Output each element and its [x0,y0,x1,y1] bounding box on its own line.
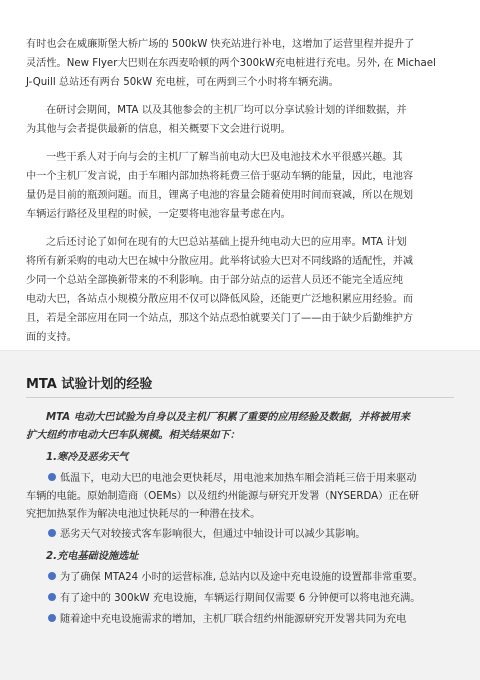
paragraph-line: 将所有新采购的电动大巴在城中分散应用。此举将试验大巴对不同线路的适配性，并减 [26,256,414,267]
paragraph-line: 且，若是全部应用在同一个站点，那这个站点恐怕就要关门了——由于缺少后勤维护方 [26,313,414,324]
paragraph-line: 中一个主机厂发言说，由于车厢内部加热将耗费三倍于驱动车辆的能量，因此，电池容 [26,171,414,182]
bullet-dot-icon [48,572,56,580]
paragraph-line: 量仍是目前的瓶颈问题。而且，锂离子电池的容量会随着使用时间而衰减，所以在规划 [26,190,414,201]
bullet-dot-icon [48,529,56,537]
paragraph-line: 之后还讨论了如何在现有的大巴总站基础上提升纯电动大巴的应用率。MTA 计划 [46,237,407,248]
experience-section [0,350,480,680]
bullet-item: 恶劣天气对较接式客车影响很大，但通过中轴设计可以减少其影响。 [26,526,456,544]
bullet-continuation: 车辆的电能。原始制造商（OEMs）以及纽约州能源与研究开发署（NYSERDA）正在研 [26,491,419,502]
paragraph-line: 有时也会在威廉斯堡大桥广场的 500kW 快充站进行补电，这增加了运营里程并提升了 [26,39,415,50]
bullet-item: 为了确保 MTA24 小时的运营标准, 总站内以及途中充电设施的设置都非常重要。 [26,569,456,587]
paragraph-line: 电动大巴，各站点小规模分散应用不仅可以降低风险，还能更广泛地积累应用经验。而 [26,294,414,305]
bullet-dot-icon [48,473,56,481]
paragraph-line: 在研讨会期间，MTA 以及其他参会的主机厂均可以分享试验计划的详细数据，并 [46,105,407,116]
bullet-dot-icon [48,593,56,601]
bullet-item: 随着途中充电设施需求的增加，主机厂联合纽约州能源研究开发署共同为充电 [26,611,456,629]
section-title: MTA 试验计划的经验 [26,377,153,392]
bullet-continuation: 究把加热泵作为解决电池过快耗尽的一种潜在技术。 [26,509,261,520]
paragraph-line: J-Quill 总站还有两台 50kW 充电桩，可在两到三个小时将车辆充满。 [26,77,339,88]
paragraph-line: 一些干系人对于向与会的主机厂了解当前电动大巴及电池技术水平很感兴趣。其 [46,152,403,163]
section-intro-line: 扩大纽约市电动大巴车队规模。相关结果如下： [26,430,240,441]
bullet-item: 有了途中的 300kW 充电设施，车辆运行期间仅需要 6 分钟便可以将电池充满。 [26,590,456,608]
paragraph-line: 少同一个总站全部换新带来的不利影响。由于部分站点的运营人员还不能完全适应纯 [26,275,403,286]
subheading-cold-weather: 1.寒冷及恶劣天气 [46,452,129,463]
bullet-dot-icon [48,614,56,622]
paragraph-line: 为其他与会者提供最新的信息，相关概要下文会进行说明。 [26,124,291,135]
paragraph-line: 面的支持。 [26,332,77,343]
paragraph-line: 灵活性。New Flyer大巴则在东西麦哈顿的两个300kW充电桩进行充电。另外, 在 Michael [26,58,436,69]
paragraph-line: 车辆运行路径及里程的时候，一定要将电池容量考虑在内。 [26,209,291,220]
section-divider [26,397,454,398]
bullet-item: 低温下，电动大巴的电池会更快耗尽，用电池来加热车厢会消耗三倍于用来驱动 [26,470,456,488]
subheading-charging-siting: 2.充电基础设施选址 [46,551,139,562]
section-intro-line: MTA 电动大巴试验为自身以及主机厂积累了重要的应用经验及数据，并将被用来 [46,412,410,423]
